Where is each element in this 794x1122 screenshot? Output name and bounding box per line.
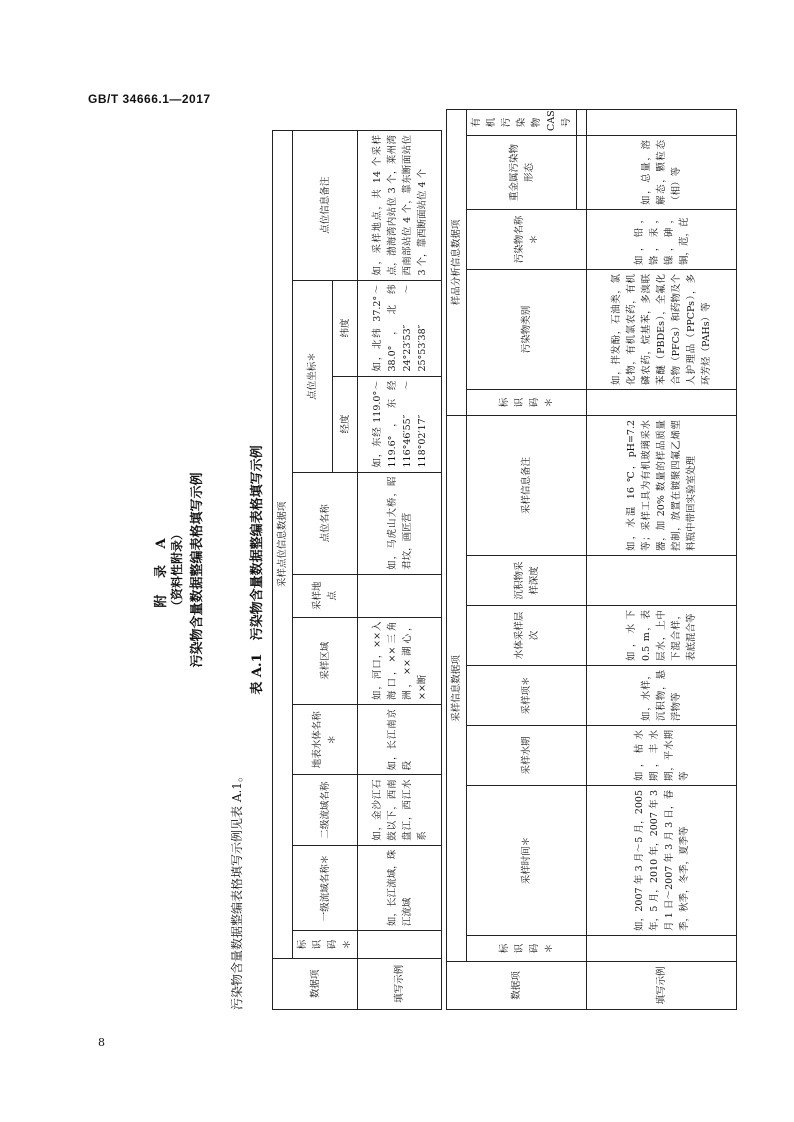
id-code-cell-3 bbox=[587, 389, 737, 415]
annex-nature: （资料性附录） bbox=[170, 528, 184, 613]
site-cell bbox=[358, 574, 442, 617]
area-cell: 如，河口，××入海口，××三角洲，××湖心，××断 bbox=[358, 617, 442, 704]
data-item-label-2: 数据项 bbox=[447, 962, 587, 1010]
basin2-cell: 如，金沙江石鼓以下，西南盘江，西江水系 bbox=[358, 775, 442, 845]
id-code-cell-2 bbox=[587, 936, 737, 962]
site-header: 采样地点 bbox=[293, 574, 358, 617]
area-header: 采样区域 bbox=[293, 617, 358, 704]
pollutant-type-cell: 如，拌发酚，石油类，氯化物，有机氯农药，有机磷农药，烷基苯，多溴联苯醚（PBDEs），全氟化合物（PFCs）和药物及个人护理品（PPCPs），多环芳烃（PAHs）等 bbox=[587, 269, 737, 389]
sample-note-header: 采样信息备注 bbox=[467, 415, 587, 555]
depth-cell bbox=[587, 556, 737, 606]
standard-number: GB/T 34666.1—2017 bbox=[88, 92, 211, 106]
table-sample-info bbox=[446, 109, 737, 1010]
layer-cell: 如，水下 0.5 m，表层水，上中下混合样，表底混合等 bbox=[587, 606, 737, 666]
sample-info-group-title: 采样信息数据项 bbox=[447, 415, 467, 961]
coord-header: 点位坐标＊ bbox=[293, 280, 333, 472]
analysis-info-group-title: 样品分析信息数据项 bbox=[447, 109, 467, 415]
basin1-cell: 如，长江流域，珠江流域 bbox=[358, 845, 442, 930]
metal-form-header: 重金属污染物形态 bbox=[467, 135, 577, 209]
period-cell: 如，枯水期，丰水期，平水期等 bbox=[587, 726, 737, 786]
water-body-header: 地表水体名称＊ bbox=[293, 705, 358, 775]
cas-cell bbox=[587, 109, 737, 135]
note-cell: 如，采样地点，共 14 个采样点，渤海湾内站位 3 个，莱州湾西南部站位 4 个，靠东断面站位 3 个，靠西断面站位 4 个 bbox=[358, 131, 442, 281]
item-cell: 如，水样，沉积物，悬浮物等 bbox=[587, 666, 737, 726]
metal-form-cell: 如，总量，溶解态，颗粒态（相）等 bbox=[587, 135, 737, 209]
cas-header-spacer bbox=[577, 109, 587, 135]
rotated-annex-page bbox=[150, 110, 712, 1010]
metal-form-header-spacer bbox=[577, 135, 587, 209]
cas-header: 有机污染物 CAS 号 bbox=[467, 109, 577, 135]
period-header: 采样水期 bbox=[467, 726, 587, 786]
lat-cell: 如，北纬 37.2°～38.0°，北纬 24°23′53″～25°53′38″ bbox=[358, 280, 442, 376]
id-code-header-2: 标识码＊ bbox=[467, 936, 587, 962]
time-header: 采样时间＊ bbox=[467, 786, 587, 936]
row-label-fill-2: 填写示例 bbox=[587, 962, 737, 1010]
layer-header: 水体采样层次 bbox=[467, 606, 587, 666]
pollutant-type-header: 污染物类别 bbox=[467, 269, 587, 389]
annex-title: 污染物含量数据整编表格填写示例 bbox=[190, 472, 205, 668]
lon-cell: 如，东经 119.0°～119.6°，东经 116°46′55″～118°02′17″ bbox=[358, 376, 442, 472]
pollutant-name-cell: 如，铅，铬，汞，镍，砷，铜，苊，芘 bbox=[587, 209, 737, 269]
annex-label: 附 录 A bbox=[154, 532, 169, 608]
lon-header: 经度 bbox=[333, 376, 358, 472]
note-header: 点位信息备注 bbox=[293, 131, 358, 281]
depth-header: 沉积物采样深度 bbox=[467, 556, 587, 606]
point-name-cell: 如，马虎山大桥，昭君坟，画匠营 bbox=[358, 472, 442, 574]
site-info-group-title: 采样点位信息数据项 bbox=[273, 131, 293, 959]
page-number: 8 bbox=[98, 1036, 105, 1049]
id-code-header-3: 标识码＊ bbox=[467, 389, 587, 415]
intro-text: 污染物含量数据整编表格填写示例见表 A.1。 bbox=[230, 770, 244, 1010]
time-cell: 如，2007 年 3 月～5 月，2005 年，5 月，2010 年，2007 年 3 月 1 日～2007 年 3 月 3 日，春季，秋季，冬季，夏季等 bbox=[587, 786, 737, 936]
id-code-header: 标识码＊ bbox=[293, 931, 358, 959]
sample-note-cell: 如，水温 16 ℃，pH=7.2 等；采样工具为有机玻璃采水器，加 20% 数量的样品质量控制，放置在镀聚四氟乙烯塑料瓶中带回实验室处理 bbox=[587, 415, 737, 555]
water-body-cell: 如，长江南京段 bbox=[358, 705, 442, 775]
id-code-cell bbox=[358, 931, 442, 959]
basin1-header: 一级流域名称＊ bbox=[293, 845, 358, 930]
data-table bbox=[272, 110, 737, 1010]
table-site-info bbox=[272, 130, 442, 1010]
data-item-label: 数据项 bbox=[273, 958, 358, 1009]
pollutant-name-header: 污染物名称＊ bbox=[467, 209, 587, 269]
basin2-header: 二级流域名称 bbox=[293, 775, 358, 845]
row-label-fill: 填写示例 bbox=[358, 958, 442, 1009]
item-header: 采样项＊ bbox=[467, 666, 587, 726]
table-caption: 表 A.1 污染物含量数据整编表格填写示例 bbox=[250, 445, 265, 695]
lat-header: 纬度 bbox=[333, 280, 358, 376]
point-name-header: 点位名称 bbox=[293, 472, 358, 574]
